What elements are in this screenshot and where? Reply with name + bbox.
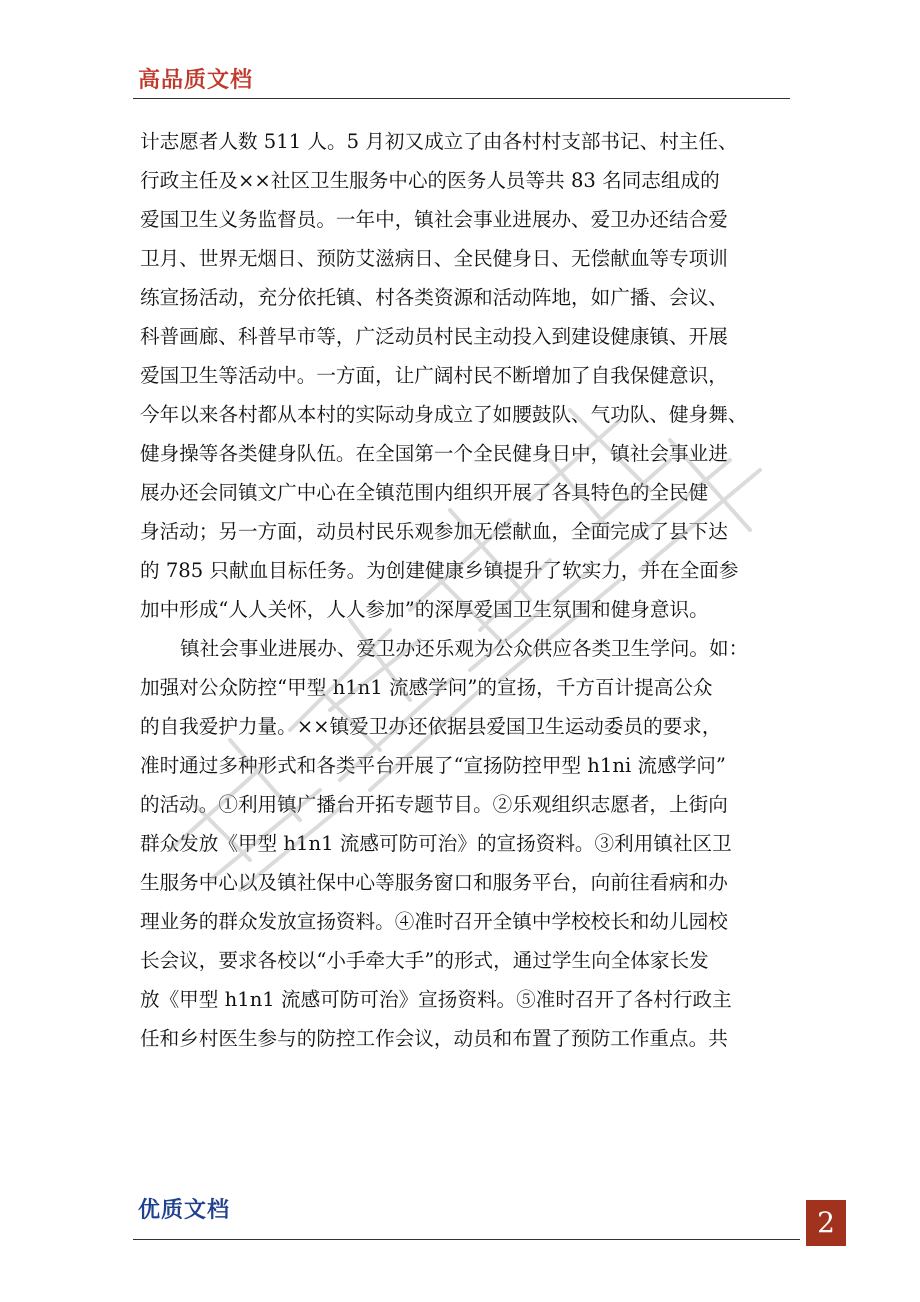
body-line: 爱国卫生义务监督员。一年中，镇社会事业进展办、爱卫办还结合爱	[140, 208, 728, 231]
body-line: 准时通过多种形式和各类平台开展了“宣扬防控甲型 h1ni 流感学问”	[140, 754, 726, 777]
body-line: 放《甲型 h1n1 流感可防可治》宣扬资料。⑤准时召开了各村行政主	[140, 988, 732, 1011]
body-line: 今年以来各村都从本村的实际动身成立了如腰鼓队、气功队、健身舞、	[140, 403, 748, 426]
body-line: 生服务中心以及镇社保中心等服务窗口和服务平台，向前往看病和办	[140, 871, 728, 894]
body-line: 展办还会同镇文广中心在全镇范围内组织开展了各具特色的全民健	[140, 481, 709, 504]
footer-divider	[133, 1239, 800, 1240]
body-line: 理业务的群众发放宣扬资料。④准时召开全镇中学校校长和幼儿园校	[140, 910, 728, 933]
body-line: 身活动；另一方面，动员村民乐观参加无偿献血，全面完成了县下达	[140, 520, 728, 543]
body-line: 镇社会事业进展办、爱卫办还乐观为公众供应各类卫生学问。如：	[180, 637, 749, 660]
body-line: 行政主任及××社区卫生服务中心的医务人员等共 83 名同志组成的	[140, 169, 720, 192]
body-line: 的活动。①利用镇广播台开拓专题节目。②乐观组织志愿者，上街向	[140, 793, 728, 816]
body-line: 健身操等各类健身队伍。在全国第一个全民健身日中，镇社会事业进	[140, 442, 728, 465]
body-line: 群众发放《甲型 h1n1 流感可防可治》的宣扬资料。③利用镇社区卫	[140, 832, 732, 855]
header-title: 高品质文档	[138, 68, 254, 93]
body-line: 加强对公众防控“甲型 h1n1 流感学问”的宣扬，千方百计提高公众	[140, 676, 713, 699]
body-line: 加中形成“人人关怀，人人参加”的深厚爱国卫生氛围和健身意识。	[140, 598, 709, 621]
body-line: 爱国卫生等活动中。一方面，让广阔村民不断增加了自我保健意识，	[140, 364, 728, 387]
body-line: 科普画廊、科普早市等，广泛动员村民主动投入到建设健康镇、开展	[140, 325, 728, 348]
body-line: 计志愿者人数 511 人。5 月初又成立了由各村村支部书记、村主任、	[140, 130, 738, 153]
body-line: 任和乡村医生参与的防控工作会议，动员和布置了预防工作重点。共	[140, 1027, 728, 1050]
page-number-badge: 2	[806, 1200, 846, 1246]
document-body	[140, 122, 792, 1058]
body-line: 的 785 只献血目标任务。为创建健康乡镇提升了软实力，并在全面参	[140, 559, 739, 582]
body-line: 练宣扬活动，充分依托镇、村各类资源和活动阵地，如广播、会议、	[140, 286, 728, 309]
body-line: 的自我爱护力量。××镇爱卫办还依据县爱国卫生运动委员的要求，	[140, 715, 722, 738]
header-divider	[133, 98, 790, 99]
body-line: 长会议，要求各校以“小手牵大手”的形式，通过学生向全体家长发	[140, 949, 709, 972]
footer-title: 优质文档	[138, 1198, 231, 1223]
body-line: 卫月、世界无烟日、预防艾滋病日、全民健身日、无偿献血等专项训	[140, 247, 728, 270]
